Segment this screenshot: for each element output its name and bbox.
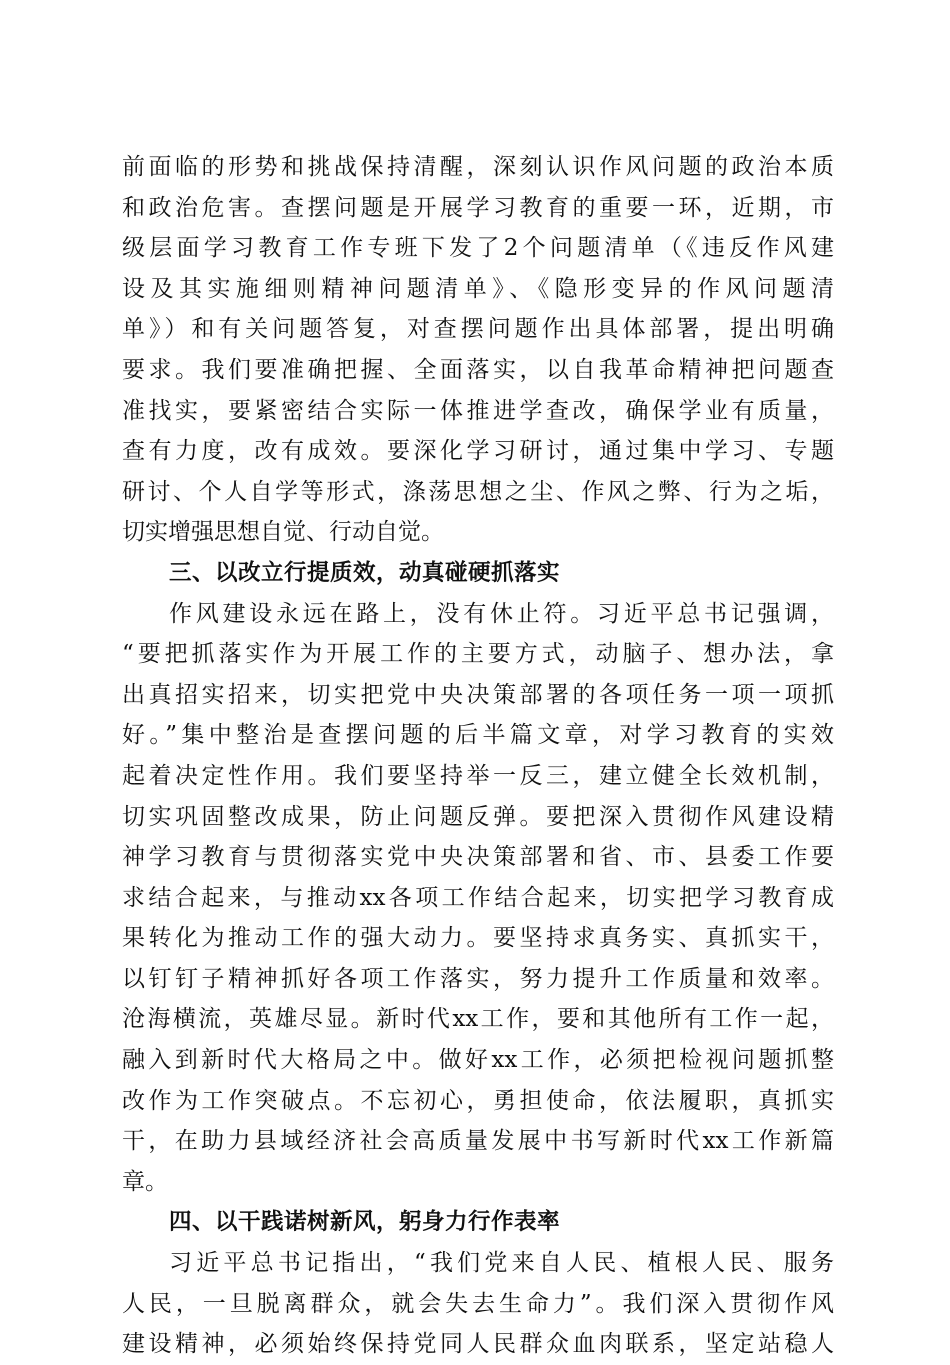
text-line: 切实巩固整改成果，防止问题反弹。要把深入贯彻作风建设精 [122,803,834,830]
text-line: 建设精神，必须始终保持党同人民群众血肉联系，坚定站稳人 [122,1331,834,1358]
text-line: 前面临的形势和挑战保持清醒，深刻认识作风问题的政治本质 [122,154,834,180]
text-line: 设及其实施细则精神问题清单》、《隐形变异的作风问题清 [122,275,834,302]
section-heading-3: 三、以改立行提质效，动真碰硬抓落实 [169,559,561,586]
text-line: 神学习教育与贯彻落实党中央决策部署和省、市、县委工作要 [122,844,834,871]
paragraph-section-3 [122,594,834,1203]
paragraph-continuation [122,147,834,553]
text-line: 和政治危害。查摆问题是开展学习教育的重要一环，近期，市 [122,194,834,221]
text-line: 研讨、个人自学等形式，涤荡思想之尘、作风之弊、行为之垢， [122,478,834,505]
text-line: 出真招实招来，切实把党中央决策部署的各项任务一项一项抓 [122,681,834,708]
text-line: 好。”集中整治是查摆问题的后半篇文章，对学习教育的实效 [122,722,834,749]
text-line: 准找实，要紧密结合实际一体推进学查改，确保学业有质量， [122,397,834,424]
text-line: 起着决定性作用。我们要坚持举一反三，建立健全长效机制， [122,762,834,789]
text-line: 人民，一旦脱离群众，就会失去生命力”。我们深入贯彻作风 [122,1290,834,1317]
text-line: 果转化为推动工作的强大动力。要坚持求真务实、真抓实干， [122,925,834,952]
section-heading-4: 四、以干践诺树新风，躬身力行作表率 [169,1209,561,1236]
text-line: 以钉钉子精神抓好各项工作落实，努力提升工作质量和效率。 [122,965,834,992]
text-line: “要把抓落实作为开展工作的主要方式，动脑子、想办法，拿 [122,641,834,668]
text-line: 单》）和有关问题答复，对查摆问题作出具体部署，提出明确 [122,316,834,343]
text-line: 切实增强思想自觉、行动自觉。 [122,519,444,546]
text-line: 章。 [122,1168,168,1195]
text-line: 作风建设永远在路上，没有休止符。习近平总书记强调， [169,600,834,627]
text-line: 要求。我们要准确把握、全面落实，以自我革命精神把问题查 [122,356,834,383]
text-line: 干，在助力县域经济社会高质量发展中书写新时代xx工作新篇 [122,1128,834,1155]
text-line: 级层面学习教育工作专班下发了2个问题清单（《违反作风建 [122,235,834,262]
text-line: 沧海横流，英雄尽显。新时代xx工作，要和其他所有工作一起， [122,1006,834,1033]
text-line: 查有力度，改有成效。要深化学习研讨，通过集中学习、专题 [122,438,834,465]
text-line: 求结合起来，与推动xx各项工作结合起来，切实把学习教育成 [122,884,834,911]
paragraph-section-4 [122,1243,834,1365]
document-body [122,147,834,1365]
text-line: 融入到新时代大格局之中。做好xx工作，必须把检视问题抓整 [122,1047,834,1074]
text-line: 习近平总书记指出，“我们党来自人民、植根人民、服务 [169,1250,834,1277]
text-line: 改作为工作突破点。不忘初心，勇担使命，依法履职，真抓实 [122,1087,834,1114]
